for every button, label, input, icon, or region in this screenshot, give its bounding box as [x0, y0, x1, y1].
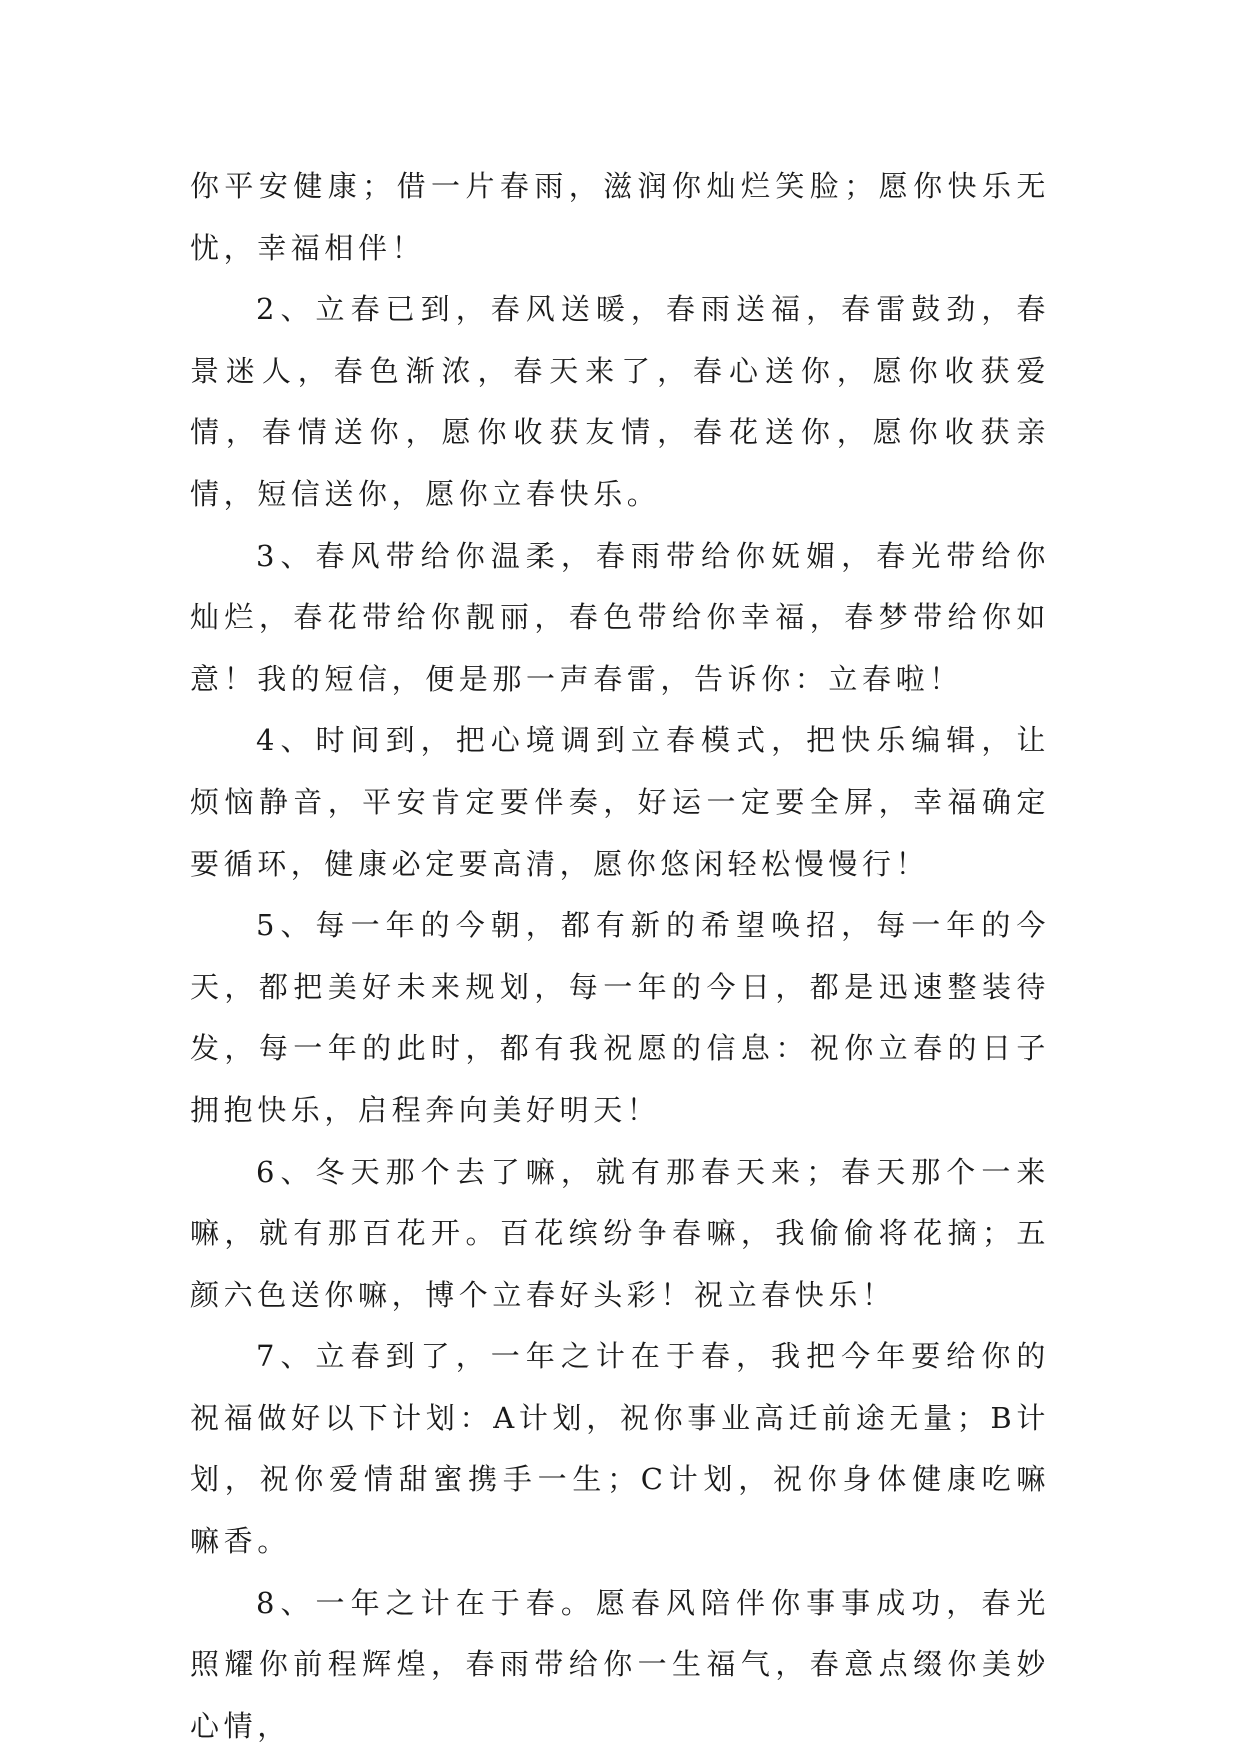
paragraph-8: 8、一年之计在于春。愿春风陪伴你事事成功，春光照耀你前程辉煌，春雨带给你一生福气，春意点缀你美妙心情，	[190, 1585, 1050, 1743]
paragraph-2: 2、立春已到，春风送暖，春雨送福，春雷鼓劲，春景迷人，春色渐浓，春天来了，春心送你，愿你收获爱情，春情送你，愿你收获友情，春花送你，愿你收获亲情，短信送你，愿你立春快乐。	[190, 292, 1050, 511]
paragraph-3: 3、春风带给你温柔，春雨带给你妩媚，春光带给你灿烂，春花带给你靓丽，春色带给你幸福，春梦带给你如意！我的短信，便是那一声春雷，告诉你：立春啦！	[190, 538, 1050, 696]
paragraph-7: 7、立春到了，一年之计在于春，我把今年要给你的祝福做好以下计划：A计划，祝你事业高迁前途无量；B计划，祝你爱情甜蜜携手一生；C计划，祝你身体健康吃嘛嘛香。	[190, 1339, 1050, 1559]
paragraph-5: 5、每一年的今朝，都有新的希望唤招，每一年的今天，都把美好未来规划，每一年的今日，都是迅速整装待发，每一年的此时，都有我祝愿的信息：祝你立春的日子拥抱快乐，启程奔向美好明天！	[190, 908, 1050, 1127]
paragraph-1: 你平安健康；借一片春雨，滋润你灿烂笑脸；愿你快乐无忧，幸福相伴！	[190, 169, 1050, 265]
document-body	[190, 156, 1050, 1757]
paragraph-4: 4、时间到，把心境调到立春模式，把快乐编辑，让烦恼静音，平安肯定要伴奏，好运一定要全屏，幸福确定要循环，健康必定要高清，愿你悠闲轻松慢慢行！	[190, 723, 1050, 881]
paragraph-6: 6、冬天那个去了嘛，就有那春天来；春天那个一来嘛，就有那百花开。百花缤纷争春嘛，我偷偷将花摘；五颜六色送你嘛，博个立春好头彩！祝立春快乐！	[190, 1154, 1050, 1312]
